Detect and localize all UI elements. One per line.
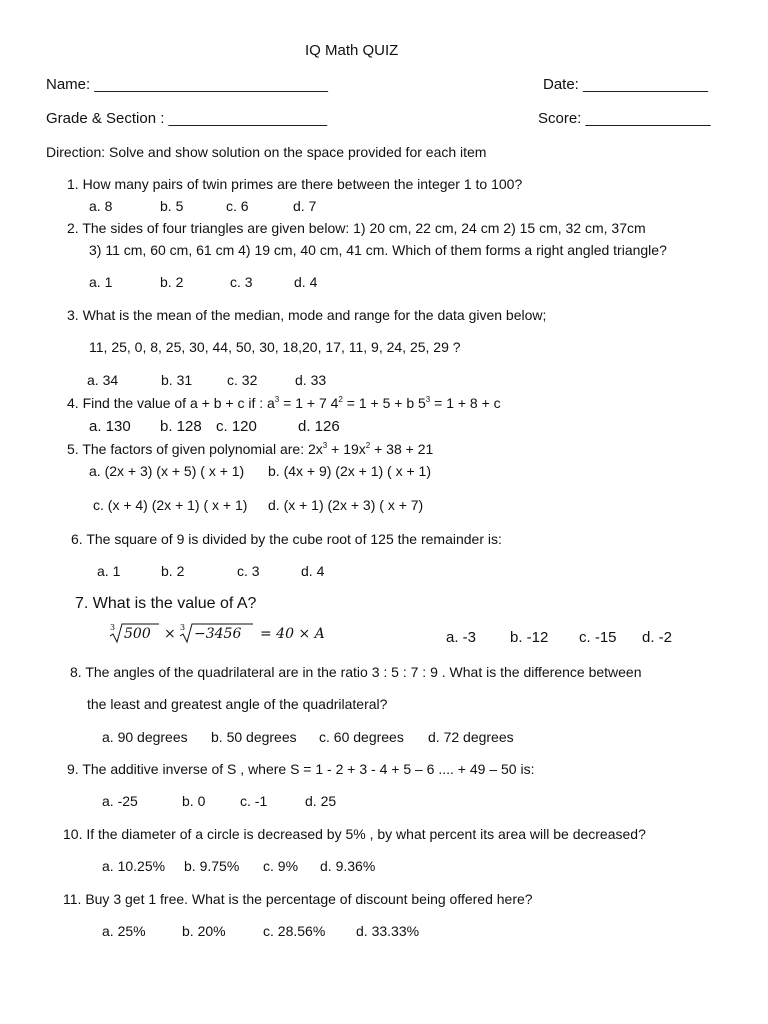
q8-option-c: c. 60 degrees [319,729,404,745]
q6-option-d: d. 4 [301,563,325,579]
q2-option-b: b. 2 [160,274,184,290]
q3-option-b: b. 31 [161,372,193,388]
page-title: IQ Math QUIZ [305,42,399,59]
q2-option-d: d. 4 [294,274,318,290]
q11-option-c: c. 28.56% [263,923,326,939]
q2-question-line1: 2. The sides of four triangles are given below: 1) 20 cm, 22 cm, 24 cm 2) 15 cm, 32 cm, 37cm [67,220,646,236]
q10-option-b: b. 9.75% [184,858,240,874]
q1-option-c: c. 6 [226,198,249,214]
q7-rhs: = 40 × A [260,626,325,642]
q6-option-c: c. 3 [237,563,260,579]
q10-question: 10. If the diameter of a circle is decreased by 5% , by what percent its area will be decreased? [63,826,646,842]
q7-times-sign: × [164,626,176,642]
q4-option-a: a. 130 [89,418,131,435]
q7-radicand-2: −3456 [194,626,242,642]
q5-option-d: d. (x + 1) (2x + 3) ( x + 7) [268,497,424,513]
q4-exponent-2: 2 [338,395,343,404]
q7-option-a: a. -3 [446,629,477,646]
q8-question-line1: 8. The angles of the quadrilateral are in the ratio 3 : 5 : 7 : 9 . What is the difference between [70,664,642,680]
q6-option-b: b. 2 [161,563,185,579]
q7-root-index-1: 3 [110,623,116,632]
q7-root-index-2: 3 [180,623,186,632]
q10-option-a: a. 10.25% [102,858,166,874]
q5-question: 5. The factors of given polynomial are: $2x^3 + 19x^2 + 38 + 21$ [67,441,434,457]
q8-option-b: b. 50 degrees [211,729,297,745]
q9-option-d: d. 25 [305,793,337,809]
q1-option-b: b. 5 [160,198,184,214]
q9-question: 9. The additive inverse of S , where S = 1 - 2 + 3 - 4 + 5 – 6 .... + 49 – 50 is: [67,761,535,777]
q5-exponent-2: 2 [365,441,371,450]
q9-option-a: a. -25 [102,793,138,809]
q8-question-line2: the least and greatest angle of the quadrilateral? [87,696,388,712]
q11-option-d: d. 33.33% [356,923,420,939]
q1-option-a: a. 8 [89,198,113,214]
q3-question: 3. What is the mean of the median, mode and range for the data given below; [67,307,547,323]
q11-option-a: a. 25% [102,923,146,939]
q10-option-d: d. 9.36% [320,858,376,874]
q10-option-c: c. 9% [263,858,299,874]
q7-equation [108,621,360,645]
q3-option-a: a. 34 [87,372,119,388]
q7-radicand-1: 500 [124,626,151,642]
q7-option-b: b. -12 [510,629,549,646]
q6-question: 6. The square of 9 is divided by the cube root of 125 the remainder is: [71,531,502,547]
q4-question: 4. Find the value of a + b + c if : $a^3 = 1 + 7$ $4^2 = 1 + 5 + b$ $5^3 = 1 + 8 + c$ [67,395,501,411]
q4-option-b: b. 128 [160,418,202,435]
grade-section-label: Grade & Section : ___________________ [46,110,328,127]
q2-question-line2: 3) 11 cm, 60 cm, 61 cm 4) 19 cm, 40 cm, 41 cm. Which of them forms a right angled triangle? [89,242,667,258]
q7-question: 7. What is the value of A? [75,595,257,612]
q5-option-a: a. (2x + 3) (x + 5) ( x + 1) [89,463,245,479]
q1-question: 1. How many pairs of twin primes are there between the integer 1 to 100? [67,176,523,192]
q6-option-a: a. 1 [97,563,121,579]
q9-option-c: c. -1 [240,793,268,809]
q5-exponent-1: 3 [322,441,328,450]
q9-option-b: b. 0 [182,793,206,809]
direction-text: Direction: Solve and show solution on the space provided for each item [46,144,487,160]
q8-option-a: a. 90 degrees [102,729,188,745]
q4-exponent-1: 3 [274,395,280,404]
q4-option-c: c. 120 [216,418,257,435]
q11-option-b: b. 20% [182,923,226,939]
q5-option-b: b. (4x + 9) (2x + 1) ( x + 1) [268,463,432,479]
name-field-label: Name: ____________________________ [46,76,328,93]
q1-option-d: d. 7 [293,198,317,214]
q7-option-c: c. -15 [579,629,617,646]
q7-option-d: d. -2 [642,629,673,646]
score-field-label: Score: _______________ [538,110,711,127]
q4-option-d: d. 126 [298,418,340,435]
q11-question: 11. Buy 3 get 1 free. What is the percentage of discount being offered here? [63,891,533,907]
date-field-label: Date: _______________ [543,76,709,93]
q3-option-d: d. 33 [295,372,327,388]
q3-data-set: 11, 25, 0, 8, 25, 30, 44, 50, 30, 18,20, 17, 11, 9, 24, 25, 29 ? [89,339,461,355]
q2-option-c: c. 3 [230,274,253,290]
q3-option-c: c. 32 [227,372,258,388]
q8-option-d: d. 72 degrees [428,729,514,745]
q5-option-c: c. (x + 4) (2x + 1) ( x + 1) [93,497,248,513]
q2-option-a: a. 1 [89,274,113,290]
q4-exponent-3: 3 [425,395,431,404]
